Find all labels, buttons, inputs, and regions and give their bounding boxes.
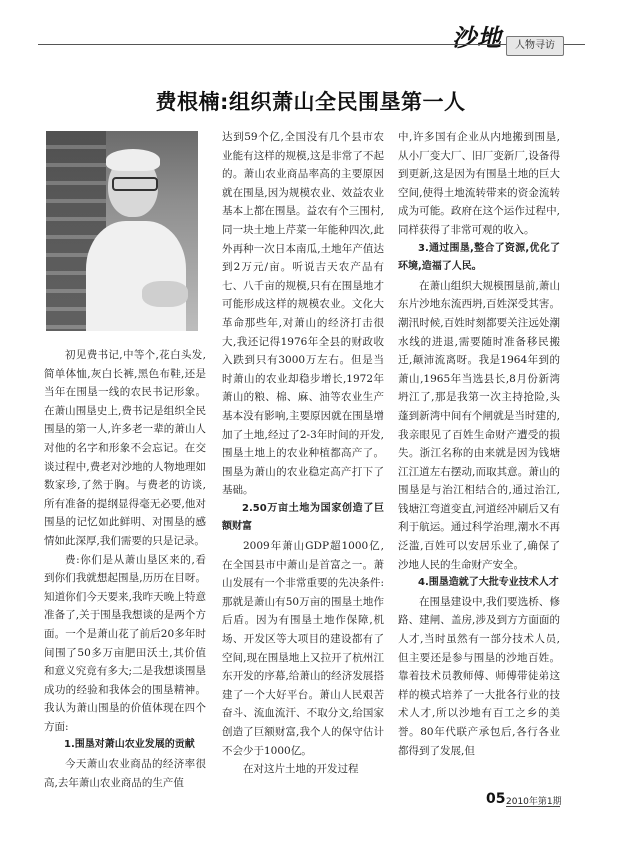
- intro-paragraph: 初见费书记,中等个,花白头发,简单体恤,灰白长裤,黑色布鞋,还是当年在围垦一线的农民书记形象。在萧山围垦史上,费书记是组织全民围垦的第一人,许多老一辈的萧山人对他的名字和形象不会忘记。在交谈过程中,费老对沙地的人物地理如数家珍,了然于胸。与费老的访谈,所有准备的提纲显得毫无必要,他对围垦的记忆如此鲜明、对围垦的感情如此深厚,我们需要的只是记录。: [44, 349, 206, 547]
- header-rule: [38, 44, 585, 45]
- body-paragraph: 在萧山组织大规模围垦前,萧山东片沙地东流西坍,百姓深受其害。潮汛时候,百姓时刻都要关注远处潮水线的进退,需要随时准备移民搬迁,颠沛流离呀。我是1964年到的萧山,1965年当选县长,8月份新湾坍江了,那是我第一次主持抢险,头蓬到新湾中间有个闸就是当时建的,我亲眼见了百姓生命财产遭受的损失。浙江名称的由来就是因为钱塘江江道左右摆动,而取其意。萧山的围垦是与治江相结合的,通过治江,钱塘江弯道变直,河道经冲刷后又有利于航运。通过科学治理,潮水不再泛滥,百姓可以安居乐业了,确保了沙地人民的生命财产安全。: [398, 279, 560, 571]
- body-paragraph: 在围垦建设中,我们要选桥、修路、建闸、盖房,涉及到方方面面的人才,当时虽然有一部分技术人员,但主要还是参与围垦的沙地百姓。靠着技术员教师傅、师傅带徒弟这样的模式培养了一大批各行业的技术人才,所以沙地有百工之乡的美誉。80年代联产承包后,各行各业都得到了发展,但: [398, 595, 560, 757]
- quote-paragraph: 费:你们是从萧山垦区来的,看到你们我就想起围垦,历历在目呀。知道你们今天要来,我昨天晚上特意准备了,关于围垦我想谈的是两个方面。一个是萧山花了前后20多年时间围了50多万亩肥田沃土,其价值和意义究竟有多大;二是我想谈围垦成功的经验和我体会的围垦精神。我认为萧山围垦的价值体现在四个方面:: [44, 553, 206, 733]
- article-title: 费根楠:组织萧山全民围垦第一人: [155, 90, 466, 114]
- section-heading-4: 4.围垦造就了大批专业技术人才: [418, 577, 559, 589]
- magazine-logo: 沙地: [452, 23, 502, 52]
- portrait-body: [86, 221, 186, 331]
- portrait-glasses: [112, 177, 158, 191]
- body-paragraph: 2009年萧山GDP超1000亿,在全国县市中萧山是首富之一。萧山发展有一个非常重要的先决条件:那就是萧山有50万亩的围垦土地作后盾。因为有围垦土地作保障,机场、开发区等大项目的建设都有了空间,现在围垦地上又拉开了杭州江东开发的序幕,给萧山的经济发展搭建了一个大好平台。萧山人民艰苦奋斗、流血流汗、不取分文,给国家创造了巨额财富,我个人的保守估计不会少于1000亿。: [222, 540, 384, 757]
- column-2: [222, 128, 384, 779]
- issue-label: 2010年第1期: [506, 797, 562, 807]
- body-paragraph: 达到59个亿,全国没有几个县市农业能有这样的规模,这是非常了不起的。萧山农业商品率高的主要原因就在围垦,因为规模农业、效益农业基本上都在围垦。益农有个三围村,同一块土地上芹菜一年能种四次,此外再种一次日本南瓜,土地年产值达到2万元/亩。听说吉天农产品有七、八千亩的规模,只有在围垦地才可能形成这样的规模农业。文化大革命那些年,对萧山的经济打击很大,我还记得1976年全县的财政收入跌到只有3000万左右。但是当时萧山的农业却稳步增长,1972年萧山的粮、棉、麻、油等农业生产基本没有影响,主要原因就在围垦增加了土地,经过了2-3年时间的开发,围垦土地上的农业种植都高产了。围垦为萧山的农业稳定高产打下了基础。: [222, 131, 384, 497]
- body-paragraph: 今天萧山农业商品的经济率很高,去年萧山农业商品的生产值: [44, 758, 206, 789]
- portrait-hand: [142, 281, 188, 307]
- body-paragraph: 中,许多国有企业从内地搬到围垦,从小厂变大厂、旧厂变新厂,设备得到更新,这是因为有围垦土地的巨大空间,使得土地流转带来的资金流转成为可能。政府在这个运作过程中,同样获得了非常可观的收入。: [398, 131, 560, 236]
- section-heading-1: 1.围垦对萧山农业发展的贡献: [64, 739, 195, 751]
- section-tag: 人物寻访: [506, 36, 564, 56]
- section-heading-3: 3.通过围垦,整合了资源,优化了环境,造福了人民。: [398, 242, 560, 273]
- portrait-hair: [106, 149, 160, 171]
- page-number: 05: [486, 791, 506, 807]
- column-3: [398, 128, 560, 760]
- column-1: [44, 346, 206, 792]
- portrait-photo: [46, 131, 198, 331]
- body-paragraph: 在对这片土地的开发过程: [243, 763, 359, 776]
- footer-rule: [506, 806, 560, 807]
- section-heading-2: 2.50万亩土地为国家创造了巨额财富: [222, 502, 384, 533]
